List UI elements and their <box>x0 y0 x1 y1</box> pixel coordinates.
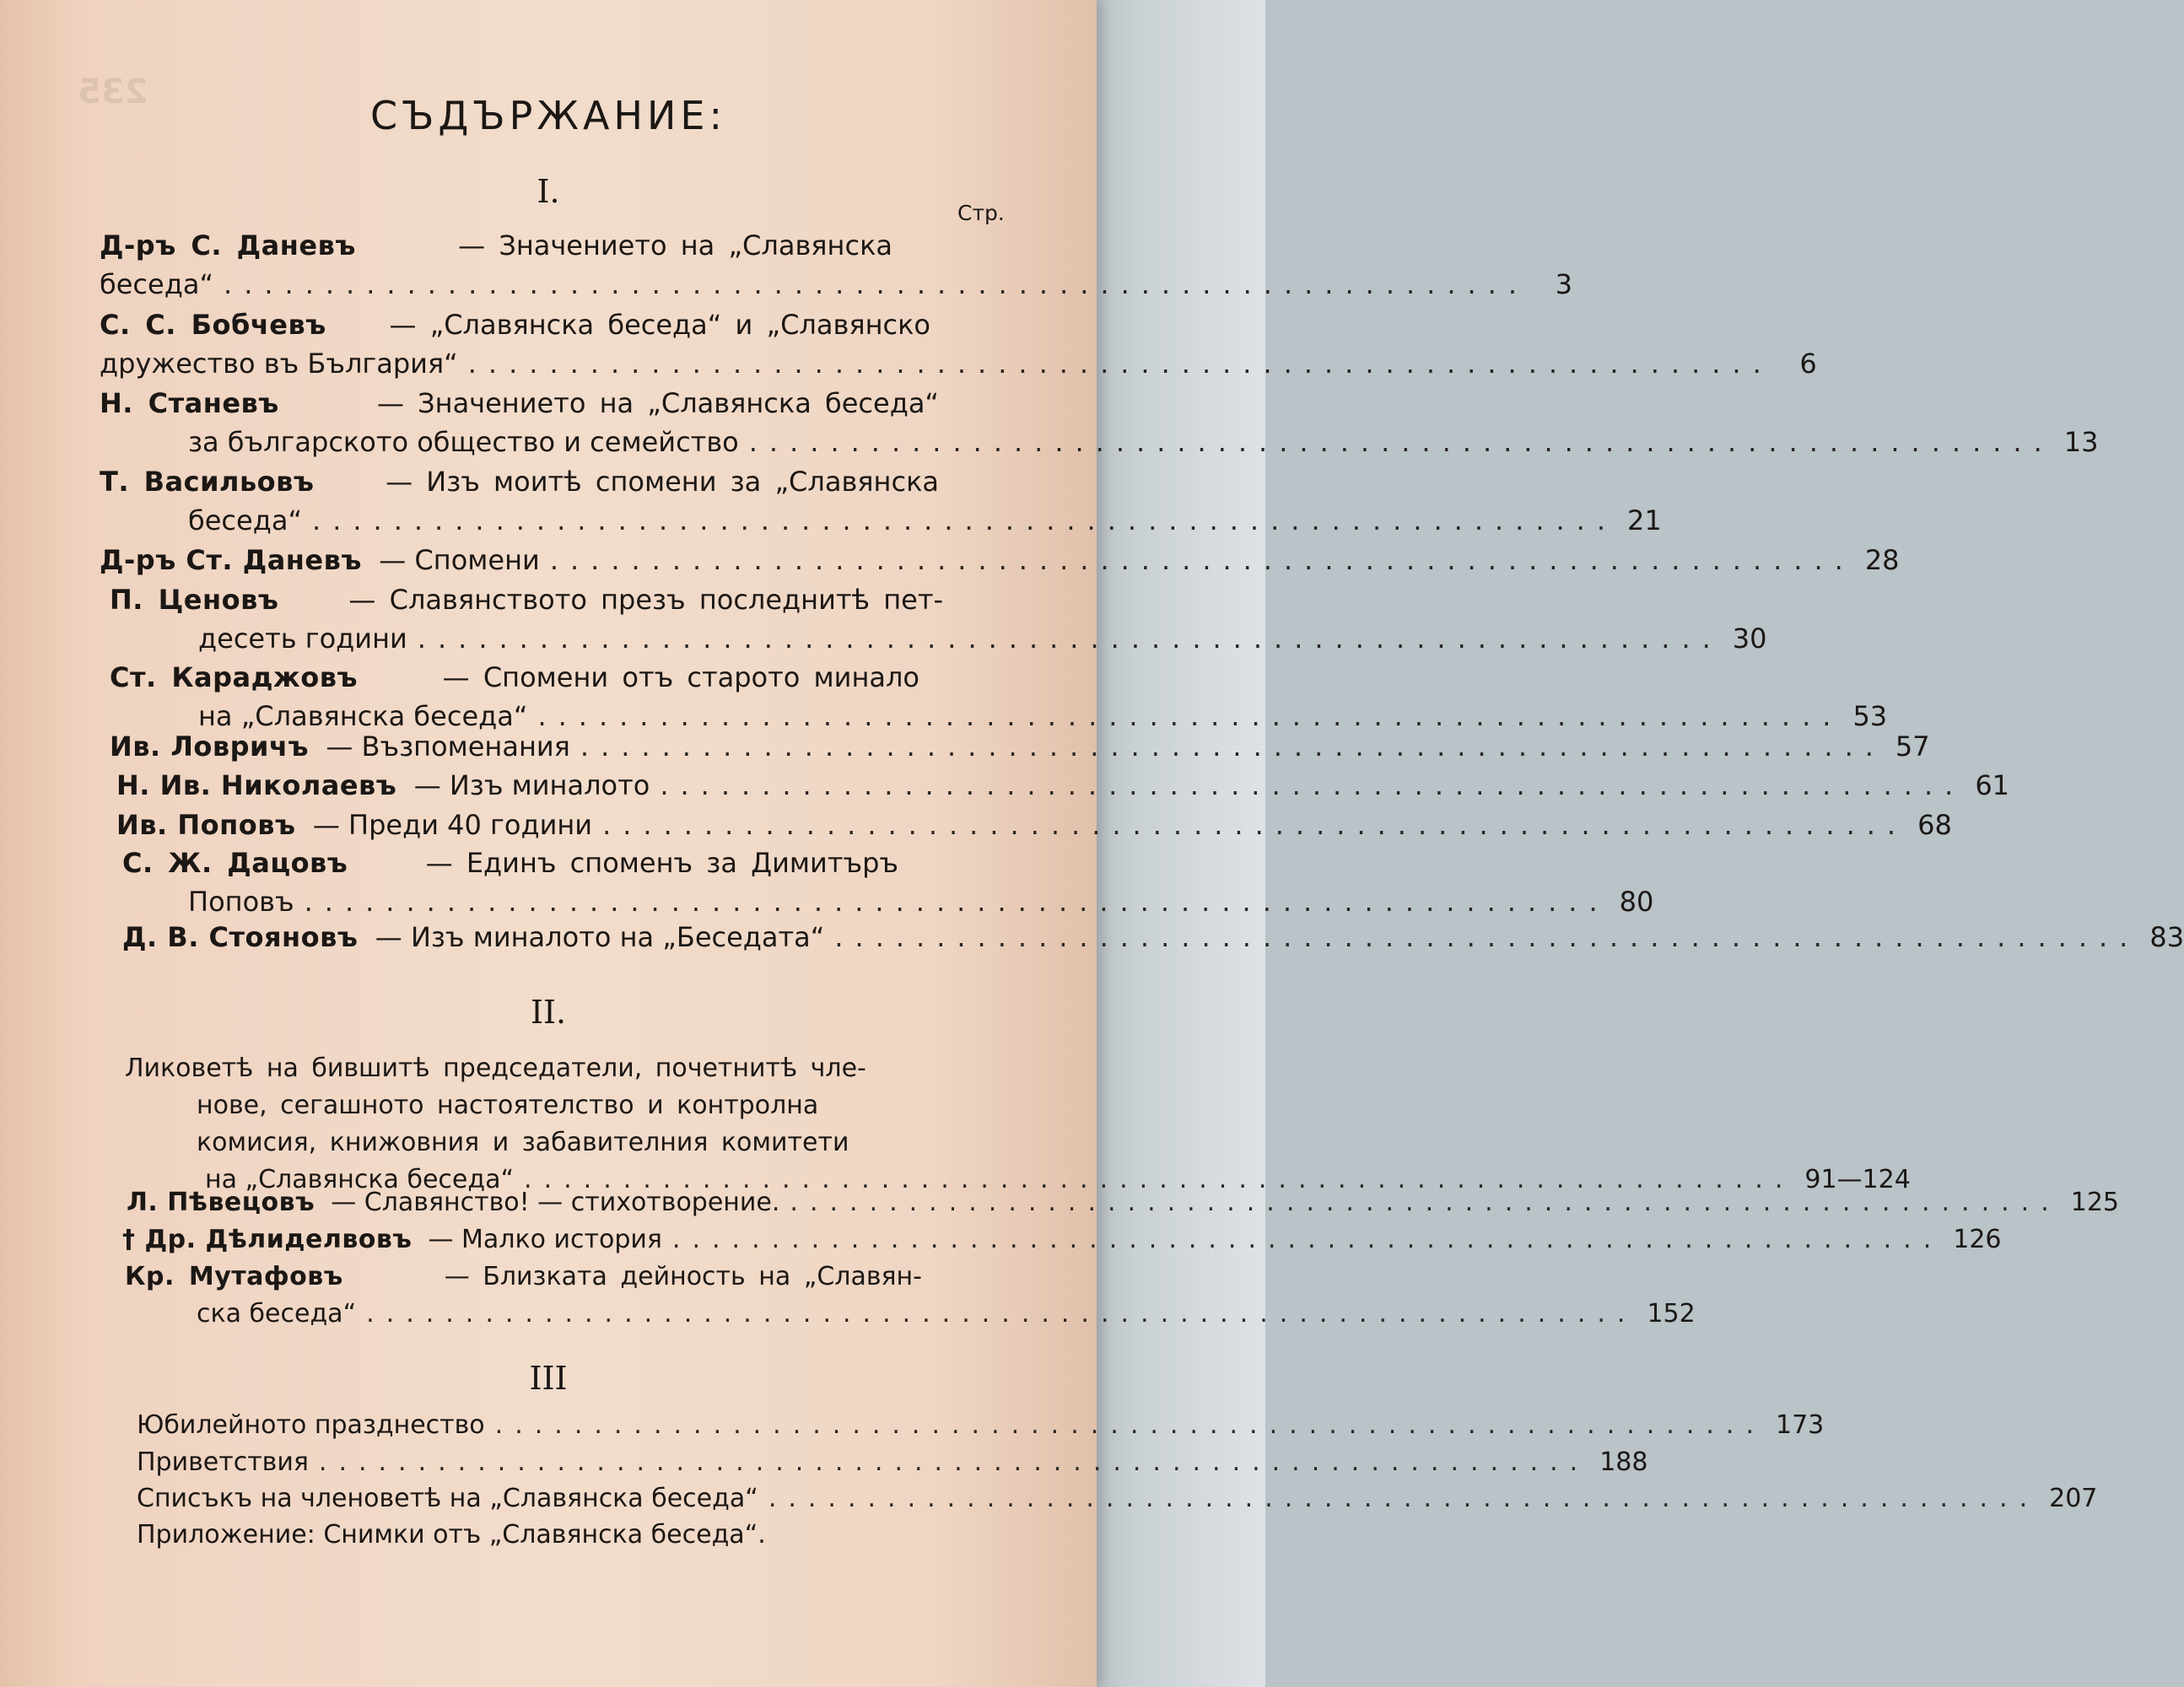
entry-page: 207 <box>2049 1484 2098 1513</box>
entry-title: — Славянство! — стихотворение. <box>331 1188 780 1217</box>
leader-dots: ................................................................ <box>748 426 2054 458</box>
entry-author: Кр. Мутафовъ <box>125 1262 343 1291</box>
entry-page: 30 <box>1732 623 1767 655</box>
leader-dots: ................................................................ <box>312 504 1618 536</box>
leader-dots: ................................................................ <box>417 623 1723 655</box>
leader-dots: ................................................................ <box>549 544 1855 576</box>
entry-title: Приветствия <box>137 1447 309 1477</box>
entry-author: Ст. Караджовъ <box>110 661 359 693</box>
entry-author: Ив. Ловричъ <box>110 730 309 763</box>
entry-title: — Преди 40 години <box>312 809 593 841</box>
entry-title: Списъкъ на членоветѣ на „Славянска беседа“ <box>137 1484 758 1513</box>
toc-entry <box>137 1517 980 1554</box>
entry-text: комисия, книжовния и забавителния комитети <box>197 1128 849 1157</box>
toc-entry <box>116 766 2010 805</box>
leader-dots: ................................................................ <box>318 1447 1590 1477</box>
leader-dots: ................................................................ <box>524 1165 1795 1194</box>
leader-dots: ................................................................ <box>467 348 1773 380</box>
entry-page: 188 <box>1599 1447 1648 1477</box>
entry-page: 152 <box>1647 1299 1696 1329</box>
entry-page: 83 <box>2149 921 2184 953</box>
entry-title-cont: Поповъ <box>188 886 294 918</box>
entry-title-cont: беседа“ <box>100 268 214 300</box>
entry-title: — Близката дейность на „Славян- <box>444 1262 922 1291</box>
entry-page: 173 <box>1775 1410 1825 1440</box>
entry-author: Н. Ив. Николаевъ <box>116 769 397 801</box>
toc-entry <box>100 305 1817 383</box>
entry-page: 53 <box>1852 700 1888 732</box>
entry-page: 125 <box>2070 1188 2119 1217</box>
entry-author: Н. Станевъ <box>100 387 279 419</box>
toc-entry <box>110 727 1930 766</box>
entry-author: П. Ценовъ <box>110 584 279 616</box>
entry-title-cont: за българското общество и семейство <box>188 426 739 458</box>
entry-title: — Спомени <box>379 544 540 576</box>
leader-dots: ................................................................ <box>660 769 1966 801</box>
entry-text: на „Славянска беседа“ <box>205 1165 515 1194</box>
leader-dots: ................................................................ <box>602 809 1908 841</box>
entry-page: 13 <box>2063 426 2099 458</box>
entry-page: 6 <box>1799 348 1817 380</box>
entry-author: Д. В. Стояновъ <box>122 921 359 953</box>
leader-dots: ................................................................ <box>366 1299 1637 1329</box>
toc-entry <box>100 541 1900 579</box>
entry-author: Д-ръ С. Даневъ <box>100 229 356 261</box>
entry-title: — Изъ моитѣ спомени за „Славянска <box>386 466 939 498</box>
entry-title-cont: на „Славянска беседа“ <box>198 700 528 732</box>
entry-title: Юбилейното празднество <box>137 1410 485 1440</box>
bleed-through-page-number: 235 <box>78 73 148 111</box>
entry-title-cont: ска беседа“ <box>197 1299 357 1329</box>
toc-entry <box>137 1407 1825 1444</box>
entry-title: — Единъ споменъ за Димитъръ <box>425 847 898 879</box>
entry-author: Ив. Поповъ <box>116 809 296 841</box>
toc-entry <box>122 918 2184 957</box>
entry-page: 3 <box>1555 268 1573 300</box>
toc-entry <box>137 1480 2098 1517</box>
entry-title: — Възпоменания <box>326 730 570 763</box>
toc-entry <box>127 1184 2119 1221</box>
entry-title: — Малко история <box>428 1225 662 1254</box>
leader-dots: ................................................................ <box>537 700 1843 732</box>
entry-author: С. Ж. Дацовъ <box>122 847 348 879</box>
entry-title: Приложение: Снимки отъ „Славянска беседа“. <box>137 1520 766 1550</box>
leader-dots: ................................................................ <box>494 1410 1766 1440</box>
entry-text: нове, сегашното настоятелство и контролна <box>197 1091 819 1120</box>
toc-entry <box>100 384 2099 461</box>
entry-title: — Значението на „Славянска <box>458 229 892 261</box>
entry-author: Д-ръ Ст. Даневъ <box>100 544 362 576</box>
entry-author: Т. Васильовъ <box>100 466 315 498</box>
entry-title: — Спомени отъ старото минало <box>442 661 919 693</box>
leader-dots: ................................................................ <box>834 921 2140 953</box>
section-numeral-2: II. <box>530 994 567 1031</box>
section-numeral-3: III <box>529 1360 568 1397</box>
page-title: СЪДЪРЖАНИЕ: <box>370 93 726 138</box>
leader-dots: ................................................................ <box>580 730 1885 763</box>
entry-title: — Значението на „Славянска беседа“ <box>376 387 939 419</box>
toc-entry <box>110 580 1767 658</box>
entry-author: Л. Пѣвецовъ <box>127 1188 315 1217</box>
leader-dots: ................................................................ <box>224 268 1529 300</box>
page-column-label: Стр. <box>957 201 1005 225</box>
entry-page: 126 <box>1953 1225 2002 1254</box>
section-numeral-1: I. <box>537 173 560 210</box>
entry-page: 21 <box>1627 504 1662 536</box>
leader-dots: ................................................................ <box>768 1484 2040 1513</box>
entry-page: 80 <box>1619 886 1654 918</box>
entry-title: — Славянството презъ последнитѣ пет- <box>348 584 943 616</box>
entry-page: 61 <box>1975 769 2010 801</box>
entry-page: 57 <box>1895 730 1930 763</box>
toc-entry <box>122 844 1654 921</box>
entry-author: † Др. Дѣлиделвовъ <box>122 1225 413 1254</box>
toc-entry <box>137 1444 1648 1481</box>
toc-entry <box>100 462 1662 540</box>
entry-text: Ликоветѣ на бившитѣ председатели, почетнитѣ чле- <box>125 1054 866 1083</box>
entry-title-cont: десеть години <box>198 623 407 655</box>
entry-title: — „Славянска беседа“ и „Славянско <box>389 309 930 341</box>
leader-dots: ................................................................ <box>671 1225 1944 1254</box>
entry-title: — Изъ миналото на „Беседата“ <box>375 921 825 953</box>
leader-dots: ................................................................ <box>790 1188 2061 1217</box>
toc-entry <box>110 658 1888 736</box>
entry-page: 28 <box>1864 544 1900 576</box>
toc-entry <box>122 1221 2002 1259</box>
leader-dots: ................................................................ <box>304 886 1610 918</box>
entry-page: 68 <box>1917 809 1952 841</box>
toc-entry <box>116 806 1952 844</box>
entry-page: 91—124 <box>1804 1165 1911 1194</box>
toc-entry-portraits <box>125 1050 1911 1199</box>
entry-title-cont: беседа“ <box>188 504 303 536</box>
toc-entry <box>125 1259 1696 1333</box>
entry-author: С. С. Бобчевъ <box>100 309 326 341</box>
toc-entry <box>100 226 1573 304</box>
entry-title: — Изъ миналото <box>413 769 650 801</box>
entry-title-cont: дружество въ България“ <box>100 348 458 380</box>
